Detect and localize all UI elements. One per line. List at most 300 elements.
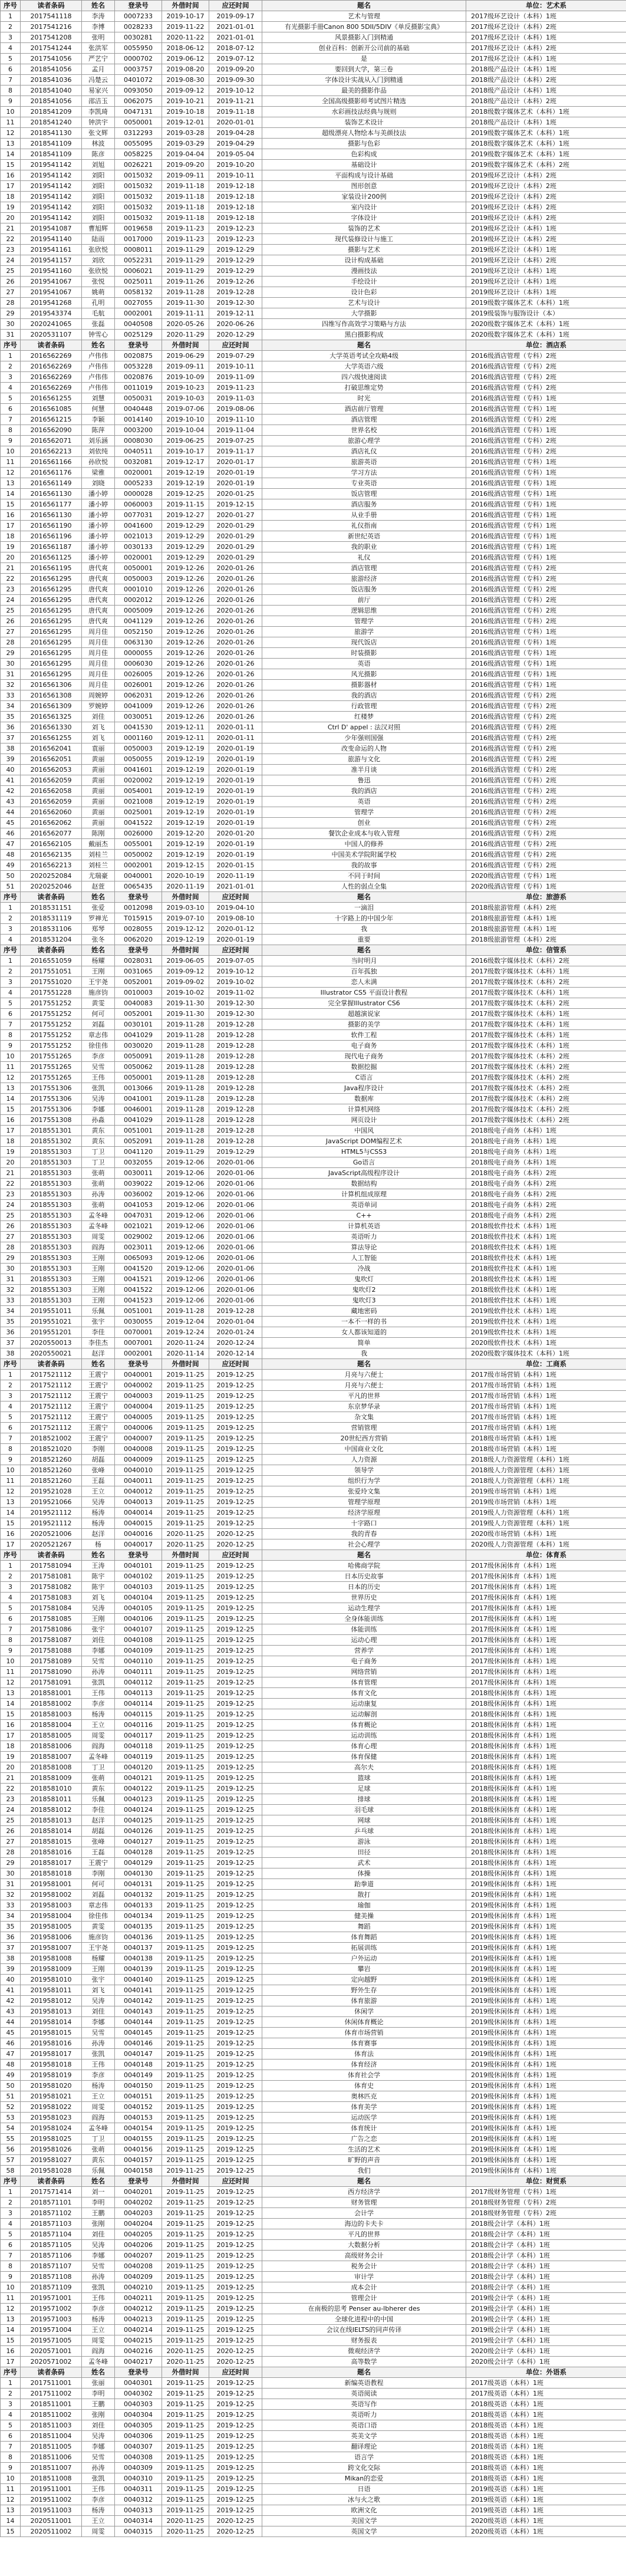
table-row	[1, 414, 626, 425]
cell-name: 李娜	[82, 2251, 115, 2261]
cell-card: 2018571106	[21, 2251, 82, 2261]
cell-seq: 7	[1, 1433, 21, 1444]
cell-unit: 2016级酒店管理（专科）2班	[466, 616, 626, 627]
cell-return: 2019-12-25	[209, 1709, 262, 1720]
cell-borrow: 2019-11-28	[162, 1094, 209, 1104]
cell-title: 十字路上的中国少年	[262, 913, 466, 924]
cell-name: 王鹏	[82, 2399, 115, 2410]
table-row	[1, 2240, 626, 2251]
cell-unit: 2017级数字媒体技术（本科）1班	[466, 1019, 626, 1030]
cell-seq: 16	[1, 510, 21, 521]
cell-return: 2020-01-19	[209, 935, 262, 945]
cell-name: 乐佩	[82, 2166, 115, 2176]
cell-unit: 2018级市场营销（本科）1班	[466, 1444, 626, 1455]
cell-name: 何可	[82, 1879, 115, 1890]
cell-name: 张宇	[82, 1624, 115, 1635]
cell-seq: 34	[1, 1306, 21, 1317]
cell-seq: 14	[1, 1699, 21, 1709]
table-row	[1, 1423, 626, 1433]
cell-borrow: 2019-12-19	[162, 839, 209, 850]
cell-borrow: 2019-11-25	[162, 2197, 209, 2208]
cell-return: 2019-12-25	[209, 2293, 262, 2304]
cell-book: 0040508	[115, 319, 162, 330]
cell-card: 2017581084	[21, 1603, 82, 1614]
section-header-row	[1, 1, 626, 11]
cell-name: 刘磊	[82, 1019, 115, 1030]
cell-name: 杨涛	[82, 1709, 115, 1720]
cell-return: 2019-04-29	[209, 139, 262, 149]
cell-seq: 3	[1, 2399, 21, 2410]
cell-book: 0041601	[115, 765, 162, 775]
cell-borrow: 2019-10-04	[162, 425, 209, 436]
cell-card: 2018511007	[21, 2463, 82, 2473]
header-title: 题名	[262, 945, 466, 956]
cell-book: 0041530	[115, 722, 162, 733]
cell-card: 2016562269	[21, 383, 82, 393]
cell-seq: 57	[1, 2155, 21, 2166]
cell-return: 2019-12-25	[209, 1837, 262, 1847]
cell-name: 尤瑞豪	[82, 871, 115, 881]
cell-name: 王震宁	[82, 1401, 115, 1412]
header-return: 应还时间	[209, 340, 262, 351]
header-return: 应还时间	[209, 945, 262, 956]
cell-return: 2019-12-25	[209, 1412, 262, 1423]
table-row	[1, 223, 626, 234]
cell-book: 0040111	[115, 1667, 162, 1677]
cell-return: 2019-12-25	[209, 1561, 262, 1571]
cell-unit: 2019级休闲体育（本科）1班	[466, 2144, 626, 2155]
cell-return: 2019-11-18	[209, 107, 262, 117]
cell-book: 0017000	[115, 234, 162, 245]
cell-seq: 22	[1, 1179, 21, 1189]
table-row	[1, 754, 626, 765]
cell-name: 郑琴	[82, 924, 115, 935]
cell-unit: 2018级休闲体育（本科）1班	[466, 1688, 626, 1699]
cell-borrow: 2019-03-28	[162, 128, 209, 139]
cell-unit: 2018级软件技术（本科）1班	[466, 1264, 626, 1274]
cell-name: 刘飞	[82, 1985, 115, 1996]
cell-title: 全球化进程中的中国	[262, 2314, 466, 2325]
cell-name: 王震宁	[82, 1380, 115, 1391]
cell-borrow: 2019-11-25	[162, 1582, 209, 1593]
cell-title: 体育管理	[262, 1677, 466, 1688]
cell-unit: 2019级休闲体育（本科）1班	[466, 1932, 626, 1943]
cell-title: 数据挖掘	[262, 1062, 466, 1072]
cell-name: 章志伟	[82, 1900, 115, 1911]
table-row	[1, 1858, 626, 1868]
cell-name: 潘小婷	[82, 489, 115, 499]
header-card: 读者条码	[21, 2176, 82, 2187]
cell-return: 2020-01-26	[209, 595, 262, 606]
cell-book: 0040003	[115, 1391, 162, 1401]
cell-borrow: 2019-11-25	[162, 2304, 209, 2314]
cell-name: 周婉婷	[82, 690, 115, 701]
table-row	[1, 160, 626, 170]
cell-return: 2019-12-25	[209, 1922, 262, 1932]
cell-borrow: 2019-11-29	[162, 255, 209, 266]
cell-return: 2019-12-25	[209, 2166, 262, 2176]
table-row	[1, 468, 626, 478]
cell-title: 改变命运的人物	[262, 743, 466, 754]
header-book: 登录号	[115, 1359, 162, 1370]
cell-return: 2020-01-26	[209, 563, 262, 574]
cell-seq: 38	[1, 1953, 21, 1964]
cell-return: 2019-12-25	[209, 1646, 262, 1656]
cell-seq: 15	[1, 160, 21, 170]
cell-seq: 20	[1, 213, 21, 223]
cell-card: 2020252084	[21, 871, 82, 881]
cell-borrow: 2019-12-26	[162, 680, 209, 690]
cell-name: 孙涛	[82, 2272, 115, 2282]
table-row	[1, 2134, 626, 2144]
cell-borrow: 2019-11-25	[162, 1518, 209, 1529]
cell-seq: 31	[1, 669, 21, 680]
cell-name: 张冬	[82, 935, 115, 945]
cell-borrow: 2019-12-06	[162, 1200, 209, 1210]
cell-borrow: 2019-11-25	[162, 2081, 209, 2091]
cell-unit: 2018级电子商务（本科）2班	[466, 1189, 626, 1200]
cell-name: 何可	[82, 1009, 115, 1019]
cell-card: 2017571414	[21, 2187, 82, 2197]
cell-book: 0040122	[115, 1784, 162, 1794]
cell-card: 2017541244	[21, 43, 82, 54]
cell-return: 2019-12-25	[209, 1890, 262, 1900]
cell-name: 王震宁	[82, 1423, 115, 1433]
cell-book: 0040306	[115, 2431, 162, 2442]
table-row	[1, 393, 626, 404]
cell-name: 张萌	[82, 1773, 115, 1784]
cell-borrow: 2020-05-26	[162, 319, 209, 330]
cell-name: 黄丽	[82, 807, 115, 818]
cell-name: 李佳	[82, 1327, 115, 1338]
cell-name: 黄丽	[82, 765, 115, 775]
cell-book: 0040142	[115, 1996, 162, 2006]
cell-card: 2018541240	[21, 117, 82, 128]
cell-title: JavaScript DOM编程艺术	[262, 1136, 466, 1147]
cell-book: 0008030	[115, 436, 162, 446]
cell-title: 四六级快速阅读	[262, 372, 466, 383]
header-name: 姓名	[82, 892, 115, 903]
cell-unit: 2017级市场营销（本科）1班	[466, 1423, 626, 1433]
cell-return: 2020-11-19	[209, 871, 262, 881]
table-row	[1, 828, 626, 839]
cell-unit: 2018级产品设计（本科）2班	[466, 75, 626, 85]
cell-card: 2016561295	[21, 627, 82, 637]
cell-title: 排球	[262, 1794, 466, 1805]
cell-name: 张萌	[82, 1168, 115, 1179]
cell-book: 0055950	[115, 43, 162, 54]
cell-seq: 33	[1, 1900, 21, 1911]
cell-card: 2019541067	[21, 287, 82, 298]
cell-card: 2016561295	[21, 669, 82, 680]
table-row	[1, 383, 626, 393]
table-row	[1, 531, 626, 542]
cell-unit: 2016级酒店管理（专科）1班	[466, 489, 626, 499]
cell-return: 2019-12-25	[209, 1571, 262, 1582]
cell-return: 2019-12-28	[209, 1306, 262, 1317]
cell-title: 红楼梦	[262, 712, 466, 722]
cell-card: 2019541142	[21, 181, 82, 192]
cell-return: 2019-12-18	[209, 181, 262, 192]
cell-book: 0051001	[115, 1126, 162, 1136]
cell-name: 李彦	[82, 1051, 115, 1062]
cell-card: 2016561295	[21, 616, 82, 627]
cell-name: 王伟	[82, 2484, 115, 2495]
cell-borrow: 2019-09-11	[162, 361, 209, 372]
cell-return: 2019-12-25	[209, 1476, 262, 1486]
table-row	[1, 478, 626, 489]
table-row	[1, 446, 626, 457]
cell-card: 2016561295	[21, 606, 82, 616]
cell-seq: 11	[1, 2293, 21, 2304]
cell-return: 2019-12-25	[209, 1486, 262, 1497]
cell-book: 0050002	[115, 850, 162, 860]
cell-unit: 2016级酒店管理（专科）1班	[466, 542, 626, 552]
cell-title: 瑜伽	[262, 1900, 466, 1911]
table-row	[1, 181, 626, 192]
cell-title: 高尔夫	[262, 1762, 466, 1773]
cell-name: 李博	[82, 22, 115, 32]
cell-unit: 2019级会计学（本科）1班	[466, 2335, 626, 2346]
cell-return: 2019-12-25	[209, 1465, 262, 1476]
cell-card: 2018581017	[21, 1858, 82, 1868]
cell-book: 0021021	[115, 1221, 162, 1232]
cell-card: 2016562041	[21, 743, 82, 754]
cell-borrow: 2019-11-25	[162, 1752, 209, 1762]
cell-book: 0030055	[115, 1317, 162, 1327]
cell-return: 2019-12-25	[209, 2484, 262, 2495]
cell-borrow: 2019-11-25	[162, 1455, 209, 1465]
cell-name: 吴涛	[82, 1497, 115, 1508]
cell-return: 2020-01-12	[209, 924, 262, 935]
cell-card: 2020550013	[21, 1338, 82, 1348]
table-row	[1, 871, 626, 881]
cell-return: 2020-01-11	[209, 733, 262, 743]
cell-title: 世界历史	[262, 1593, 466, 1603]
table-row	[1, 1762, 626, 1773]
cell-borrow: 2019-11-25	[162, 1380, 209, 1391]
cell-borrow: 2020-11-19	[162, 881, 209, 892]
cell-return: 2019-12-18	[209, 202, 262, 213]
cell-card: 2018541209	[21, 107, 82, 117]
cell-title: 英语单词	[262, 1200, 466, 1210]
cell-book: 0062075	[115, 96, 162, 107]
cell-card: 2019521028	[21, 1486, 82, 1497]
cell-book: 0039022	[115, 1179, 162, 1189]
cell-return: 2019-12-25	[209, 1401, 262, 1412]
cell-seq: 14	[1, 2516, 21, 2526]
cell-return: 2020-01-15	[209, 860, 262, 871]
cell-return: 2020-01-06	[209, 1200, 262, 1210]
cell-return: 2020-01-26	[209, 648, 262, 659]
header-return: 应还时间	[209, 2176, 262, 2187]
cell-book: 0040119	[115, 1752, 162, 1762]
cell-name: 林波	[82, 139, 115, 149]
cell-book: 0025129	[115, 330, 162, 340]
cell-borrow: 2019-11-25	[162, 2431, 209, 2442]
cell-seq: 23	[1, 1189, 21, 1200]
cell-unit: 2017级数字媒体技术（本科）2班	[466, 1083, 626, 1094]
cell-title: 百年孤独	[262, 966, 466, 977]
cell-unit: 2018级会计学（本科）1班	[466, 2261, 626, 2272]
cell-name: 刘晓	[82, 478, 115, 489]
cell-book: 0040312	[115, 2495, 162, 2505]
table-row	[1, 287, 626, 298]
cell-card: 2016561309	[21, 701, 82, 712]
table-row	[1, 1539, 626, 1550]
cell-unit: 2019级休闲体育（本科）1班	[466, 2049, 626, 2060]
cell-return: 2019-12-29	[209, 245, 262, 255]
table-row	[1, 1932, 626, 1943]
cell-return: 2019-12-25	[209, 1773, 262, 1784]
cell-book: 0040154	[115, 2123, 162, 2134]
cell-return: 2019-12-25	[209, 2070, 262, 2081]
cell-return: 2019-12-25	[209, 1858, 262, 1868]
cell-unit: 2019级数字媒体艺术（本科）2班	[466, 160, 626, 170]
cell-book: 0030101	[115, 1019, 162, 1030]
cell-seq: 32	[1, 680, 21, 690]
cell-name: 刘阳	[82, 181, 115, 192]
cell-return: 2019-12-28	[209, 1041, 262, 1051]
cell-unit: 2017级数字媒体技术（本科）1班	[466, 966, 626, 977]
cell-seq: 3	[1, 924, 21, 935]
cell-name: 王涛	[82, 1561, 115, 1571]
cell-return: 2019-11-21	[209, 96, 262, 107]
cell-return: 2019-12-25	[209, 1635, 262, 1646]
cell-name: 王伟	[82, 1072, 115, 1083]
cell-return: 2019-12-25	[209, 2282, 262, 2293]
cell-return: 2019-12-23	[209, 234, 262, 245]
cell-return: 2019-11-09	[209, 372, 262, 383]
cell-return: 2019-08-10	[209, 913, 262, 924]
header-return: 应还时间	[209, 1, 262, 11]
cell-borrow: 2019-11-29	[162, 266, 209, 277]
cell-card: 2018511005	[21, 2442, 82, 2452]
table-row	[1, 743, 626, 754]
cell-seq: 44	[1, 807, 21, 818]
cell-unit: 2016级酒店管理（专科）1班	[466, 521, 626, 531]
cell-seq: 7	[1, 1624, 21, 1635]
cell-unit: 2018级英语（本科）1班	[466, 2399, 626, 2410]
cell-book: 0005233	[115, 478, 162, 489]
cell-name: 张洪军	[82, 43, 115, 54]
cell-return: 2020-01-26	[209, 669, 262, 680]
header-unit: 单位：工商系	[466, 1359, 626, 1370]
cell-title: 酒店管理	[262, 414, 466, 425]
cell-borrow: 2019-11-30	[162, 998, 209, 1009]
cell-return: 2019-07-05	[209, 956, 262, 966]
cell-return: 2020-01-19	[209, 839, 262, 850]
header-title: 题名	[262, 1550, 466, 1561]
table-row	[1, 1200, 626, 1210]
header-name: 姓名	[82, 2176, 115, 2187]
cell-title: 重要	[262, 935, 466, 945]
cell-seq: 9	[1, 1041, 21, 1051]
cell-unit: 2018级电子商务（本科）2班	[466, 1168, 626, 1179]
cell-card: 2017551228	[21, 988, 82, 998]
cell-book: 0312293	[115, 128, 162, 139]
cell-unit: 2017级数字媒体技术（本科）2班	[466, 1094, 626, 1104]
cell-seq: 30	[1, 1868, 21, 1879]
cell-seq: 8	[1, 1635, 21, 1646]
cell-name: 孙涛	[82, 1667, 115, 1677]
cell-unit: 2020级英语（本科）1班	[466, 2526, 626, 2537]
cell-book: 0047031	[115, 1210, 162, 1221]
cell-unit: 2018级人力资源管理（本科）1班	[466, 1455, 626, 1465]
cell-seq: 13	[1, 1497, 21, 1508]
cell-name: 黄东	[82, 1136, 115, 1147]
cell-unit: 2016级酒店管理（专科）2班	[466, 595, 626, 606]
cell-borrow: 2019-12-19	[162, 775, 209, 786]
cell-borrow: 2019-11-25	[162, 2463, 209, 2473]
cell-title: 准半月谈	[262, 765, 466, 775]
cell-book: 0055095	[115, 139, 162, 149]
cell-card: 2019581004	[21, 1911, 82, 1922]
cell-card: 2019581015	[21, 2028, 82, 2038]
cell-seq: 30	[1, 319, 21, 330]
cell-name: 王刚	[82, 1614, 115, 1624]
cell-book: 0040132	[115, 1890, 162, 1900]
table-row	[1, 1688, 626, 1699]
cell-return: 2020-01-06	[209, 1189, 262, 1200]
cell-borrow: 2019-07-10	[162, 913, 209, 924]
cell-book: 0040015	[115, 1518, 162, 1529]
cell-card: 2019511003	[21, 2505, 82, 2516]
cell-unit: 2018级产品设计（本科）1班	[466, 117, 626, 128]
cell-seq: 34	[1, 701, 21, 712]
cell-name: 张萌	[82, 2144, 115, 2155]
table-row	[1, 2028, 626, 2038]
table-row	[1, 1136, 626, 1147]
cell-unit: 2016级酒店管理（专科）1班	[466, 393, 626, 404]
cell-return: 2019-12-25	[209, 1943, 262, 1953]
table-row	[1, 1815, 626, 1826]
cell-name: 卢伟伟	[82, 372, 115, 383]
cell-card: 2019541160	[21, 266, 82, 277]
cell-return: 2019-08-06	[209, 404, 262, 414]
cell-return: 2019-12-28	[209, 1051, 262, 1062]
cell-name: 李佳杰	[82, 1338, 115, 1348]
cell-return: 2019-12-25	[209, 1985, 262, 1996]
table-row	[1, 1168, 626, 1179]
cell-title: 游泳	[262, 1837, 466, 1847]
cell-name: 李颖	[82, 414, 115, 425]
cell-title: 我的青春	[262, 1529, 466, 1539]
cell-return: 2019-12-25	[209, 1752, 262, 1762]
cell-book: 0070001	[115, 1327, 162, 1338]
cell-return: 2019-09-20	[209, 64, 262, 75]
cell-return: 2021-01-01	[209, 881, 262, 892]
table-row	[1, 574, 626, 584]
cell-seq: 36	[1, 722, 21, 733]
cell-unit: 2018级软件技术（本科）1班	[466, 1274, 626, 1285]
cell-card: 2016561295	[21, 659, 82, 669]
cell-seq: 10	[1, 107, 21, 117]
cell-seq: 49	[1, 2070, 21, 2081]
cell-seq: 1	[1, 351, 21, 361]
cell-unit: 2019级休闲体育（本科）1班	[466, 1900, 626, 1911]
cell-book: 0040118	[115, 1741, 162, 1752]
table-row	[1, 308, 626, 319]
cell-seq: 11	[1, 457, 21, 468]
cell-unit: 2018级软件技术（本科）1班	[466, 1285, 626, 1295]
cell-return: 2019-12-29	[209, 255, 262, 266]
cell-borrow: 2019-12-06	[162, 1168, 209, 1179]
cell-title: C语言	[262, 1072, 466, 1083]
table-row	[1, 245, 626, 255]
cell-borrow: 2019-11-25	[162, 1688, 209, 1699]
table-row	[1, 1348, 626, 1359]
